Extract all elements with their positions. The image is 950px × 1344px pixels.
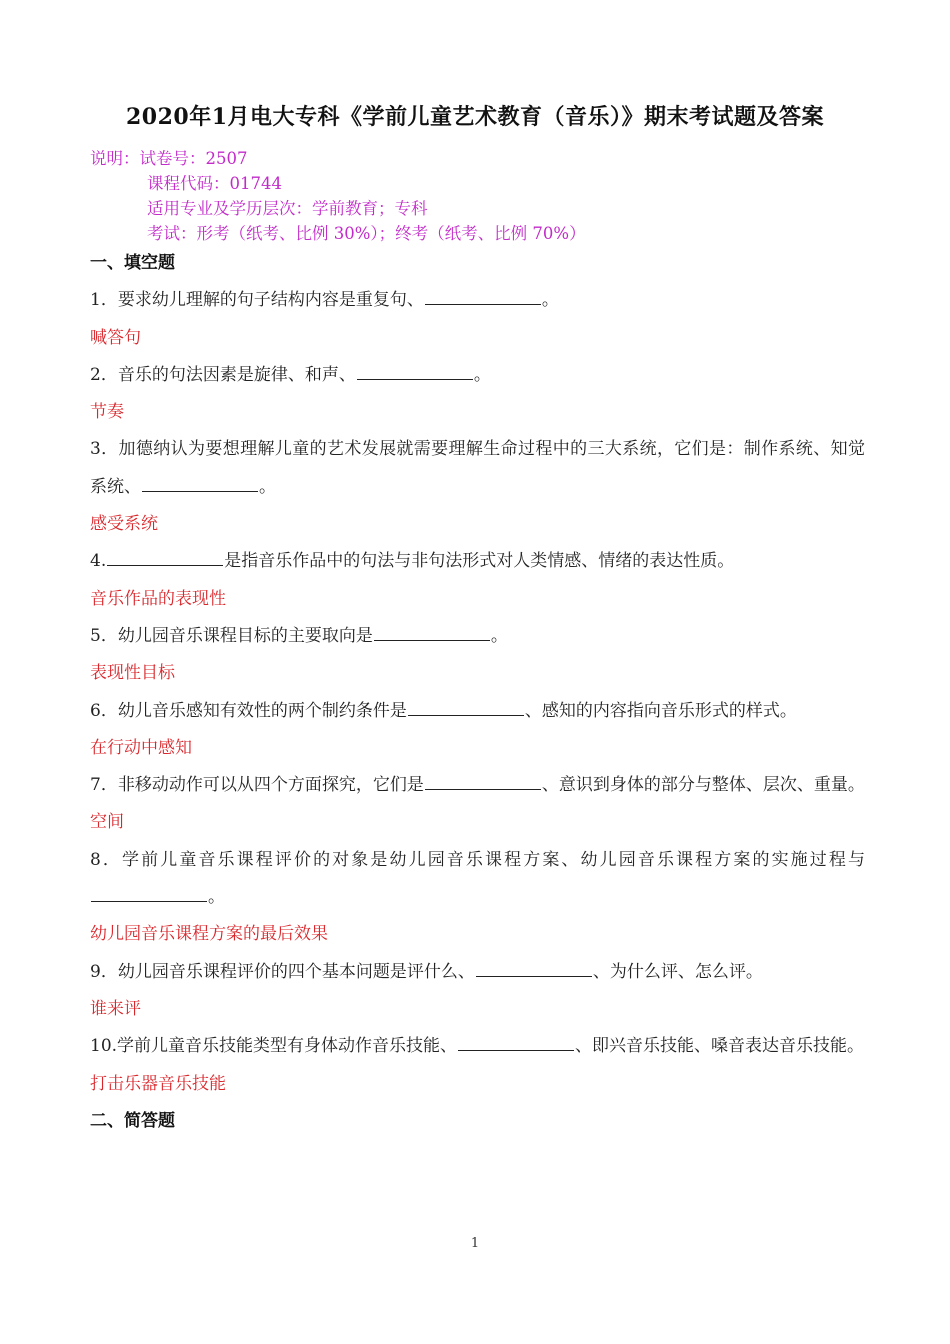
question-1: 1．要求幼儿理解的句子结构内容是重复句、 。 xyxy=(90,290,559,311)
answer-blank xyxy=(458,1049,574,1051)
document-title: 2020年1月电大专科《学前儿童艺术教育（音乐）》期末考试题及答案 xyxy=(125,104,825,130)
answer-blank xyxy=(408,714,524,716)
exam-paper-number: 说明：试卷号：2507 xyxy=(90,149,248,168)
answer-4: 音乐作品的表现性 xyxy=(90,588,226,609)
answer-1: 喊答句 xyxy=(90,327,141,348)
answer-blank xyxy=(425,788,541,790)
answer-blank xyxy=(357,378,473,380)
answer-blank xyxy=(107,564,223,566)
question-8: 8．学前儿童音乐课程评价的对象是幼儿园音乐课程方案、幼儿园音乐课程方案的实施过程与。 xyxy=(90,849,865,908)
answer-8: 幼儿园音乐课程方案的最后效果 xyxy=(90,924,328,945)
exam-method: 考试：形考（纸考、比例 30%）；终考（纸考、比例 70%） xyxy=(147,224,586,243)
applicable-major: 适用专业及学历层次：学前教育；专科 xyxy=(147,199,428,218)
answer-2: 节奏 xyxy=(90,402,124,423)
exam-info xyxy=(90,146,586,246)
question-5: 5．幼儿园音乐课程目标的主要取向是 。 xyxy=(90,625,508,646)
answer-blank xyxy=(476,975,592,977)
answer-blank xyxy=(91,900,207,902)
document-body xyxy=(90,245,865,1140)
answer-blank xyxy=(374,639,490,641)
question-2: 2．音乐的句法因素是旋律、和声、 。 xyxy=(90,364,491,385)
question-10: 10.学前儿童音乐技能类型有身体动作音乐技能、 、即兴音乐技能、嗓音表达音乐技能。 xyxy=(90,1036,865,1057)
section-heading-short-answer: 二、简答题 xyxy=(90,1110,175,1131)
section-heading-fill-blank: 一、填空题 xyxy=(90,253,175,273)
answer-blank xyxy=(425,303,541,305)
answer-9: 谁来评 xyxy=(90,998,141,1019)
question-7: 7．非移动动作可以从四个方面探究，它们是 、意识到身体的部分与整体、层次、重量。 xyxy=(90,775,865,796)
question-6: 6．幼儿音乐感知有效性的两个制约条件是 、感知的内容指向音乐形式的样式。 xyxy=(90,700,797,721)
answer-10: 打击乐器音乐技能 xyxy=(90,1073,226,1094)
answer-5: 表现性目标 xyxy=(90,663,175,684)
answer-7: 空间 xyxy=(90,812,124,833)
question-9: 9．幼儿园音乐课程评价的四个基本问题是评什么、 、为什么评、怎么评。 xyxy=(90,961,763,982)
course-code: 课程代码：01744 xyxy=(147,174,282,193)
question-3: 3．加德纳认为要想理解儿童的艺术发展就需要理解生命过程中的三大系统，它们是：制作系统、知觉系统、 。 xyxy=(90,439,865,497)
answer-blank xyxy=(142,490,258,492)
answer-3: 感受系统 xyxy=(90,514,158,535)
question-4: 4. 是指音乐作品中的句法与非句法形式对人类情感、情绪的表达性质。 xyxy=(90,551,735,572)
answer-6: 在行动中感知 xyxy=(90,737,192,758)
page-number: 1 xyxy=(470,1236,480,1251)
